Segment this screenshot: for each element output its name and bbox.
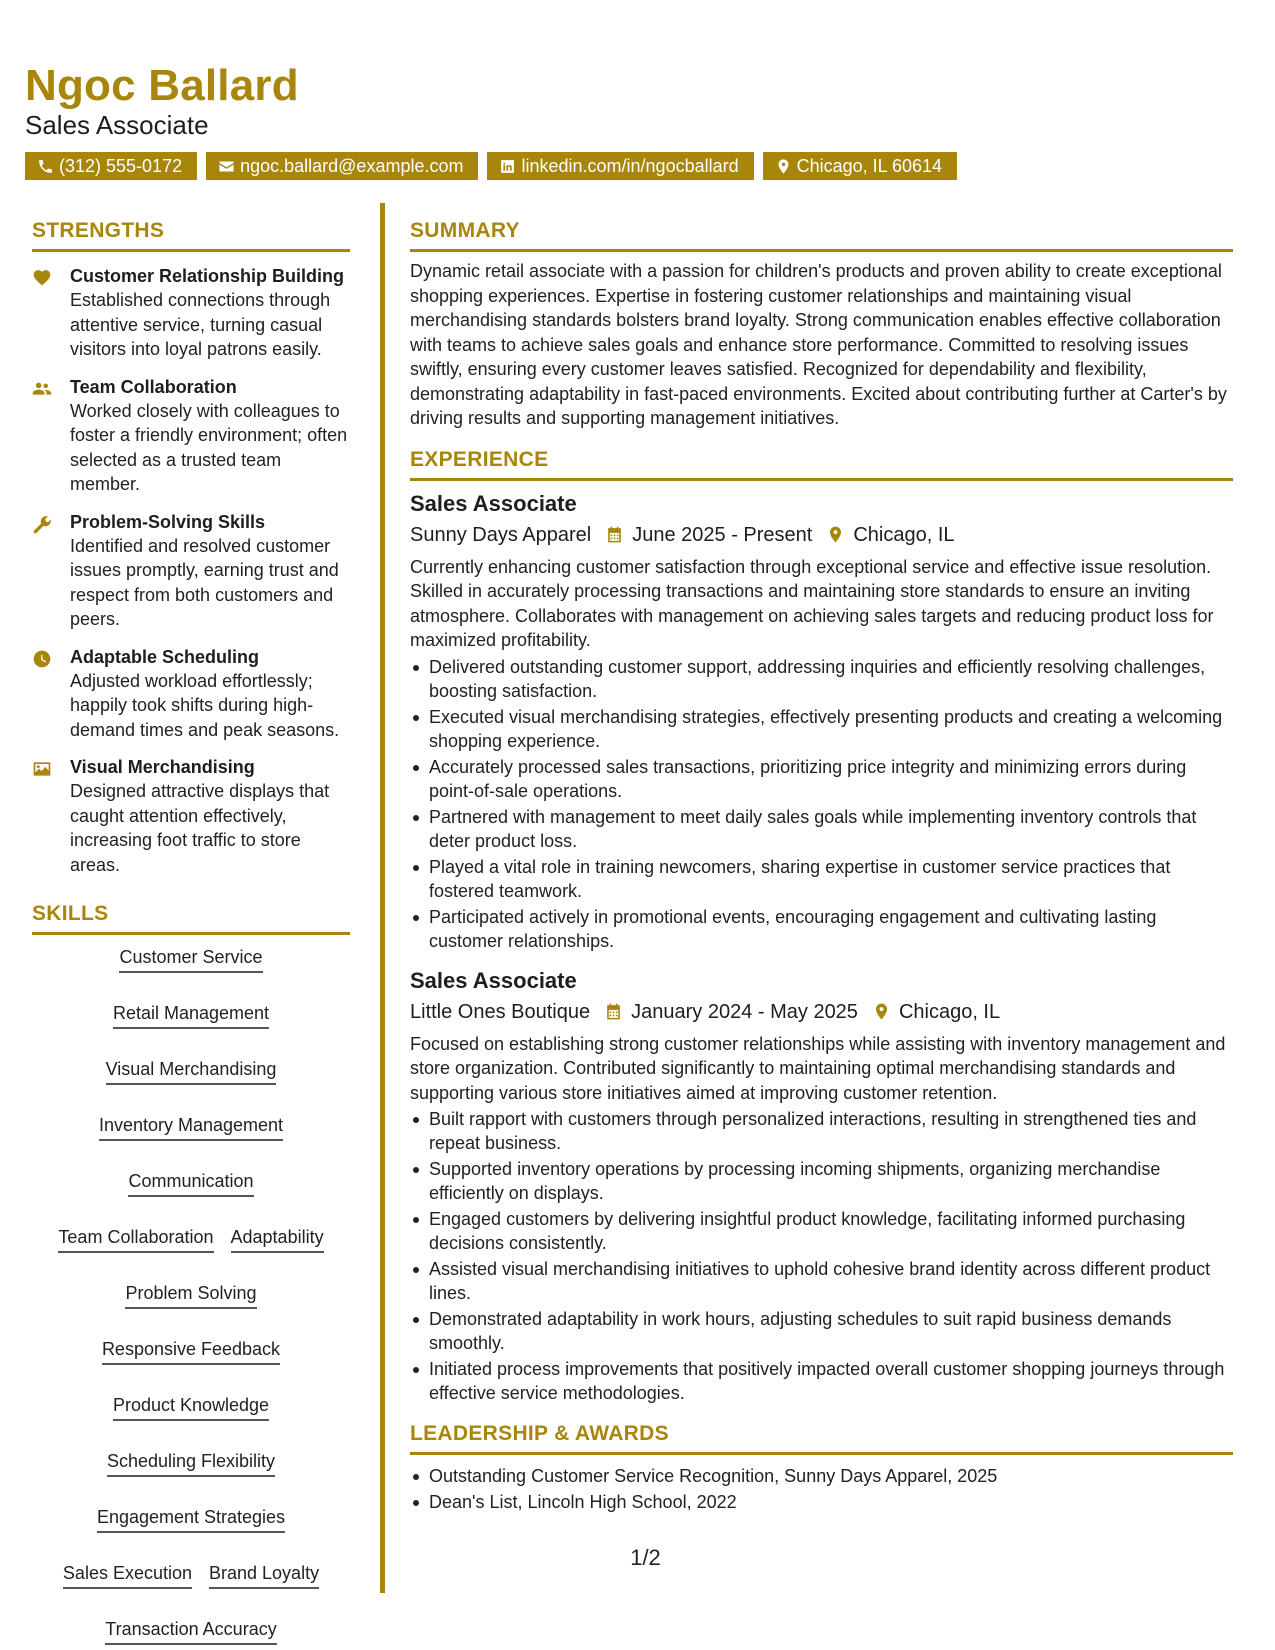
skill-tag: Responsive Feedback bbox=[102, 1337, 280, 1365]
job-dates: January 2024 - May 2025 bbox=[631, 1000, 858, 1023]
award-item: Dean's List, Lincoln High School, 2022 bbox=[410, 1490, 1233, 1514]
phone-icon bbox=[37, 158, 54, 175]
strength-item bbox=[32, 510, 350, 632]
job-location: Chicago, IL bbox=[853, 523, 955, 546]
skill-tag: Product Knowledge bbox=[113, 1393, 269, 1421]
clock-icon bbox=[32, 649, 52, 669]
skill-tag: Problem Solving bbox=[125, 1281, 256, 1309]
location-pin-icon bbox=[826, 525, 845, 544]
job-bullets bbox=[410, 655, 1233, 953]
strength-item bbox=[32, 645, 350, 743]
job-location: Chicago, IL bbox=[898, 1000, 1001, 1023]
job-title: Sales Associate bbox=[410, 490, 577, 516]
skill-tag: Engagement Strategies bbox=[97, 1505, 285, 1533]
skill-tag: Communication bbox=[128, 1169, 253, 1197]
strength-desc: Established connections through attentive service, turning casual visitors into loyal patrons easily. bbox=[70, 290, 331, 359]
job-bullet: Partnered with management to meet daily sales goals while implementing inventory controls that deter product loss. bbox=[410, 805, 1233, 853]
contact-email-text: ngoc.ballard@example.com bbox=[240, 155, 464, 176]
job-meta bbox=[410, 520, 1233, 550]
strength-item bbox=[32, 755, 350, 877]
contact-linkedin-text: linkedin.com/in/ngocballard bbox=[521, 155, 739, 176]
strength-desc: Identified and resolved customer issues promptly, earning trust and respect from both customers and peers. bbox=[70, 535, 339, 629]
job-bullet: Initiated process improvements that positively impacted overall customer shopping journeys through effective service methodologies. bbox=[410, 1357, 1233, 1405]
strength-title: Team Collaboration bbox=[70, 376, 237, 397]
job-entry bbox=[410, 967, 1233, 1406]
skill-tag: Retail Management bbox=[113, 1001, 269, 1029]
contact-bar bbox=[25, 152, 957, 180]
strength-desc: Designed attractive displays that caught attention effectively, increasing foot traffic to store areas. bbox=[70, 781, 330, 875]
skill-tag: Scheduling Flexibility bbox=[107, 1449, 275, 1477]
job-bullet: Executed visual merchandising strategies, effectively presenting products and creating a welcoming shopping experience. bbox=[410, 705, 1233, 753]
skills-heading: SKILLS bbox=[32, 901, 350, 935]
job-bullet: Demonstrated adaptability in work hours, adjusting schedules to suit rapid business demands smoothly. bbox=[410, 1307, 1233, 1355]
contact-linkedin[interactable] bbox=[487, 152, 753, 180]
job-bullet: Engaged customers by delivering insightful product knowledge, facilitating informed purchasing decisions consistently. bbox=[410, 1207, 1233, 1255]
strength-item bbox=[32, 375, 350, 497]
page-number: 1/2 bbox=[630, 1545, 661, 1570]
location-pin-icon bbox=[872, 1002, 891, 1021]
job-bullet: Built rapport with customers through personalized interactions, resulting in strengthened ties and repeat business. bbox=[410, 1107, 1233, 1155]
job-description: Currently enhancing customer satisfaction through exceptional service and effective issue resolution. Skilled in accurately processing transactions and maintaining store standards to ensure an inviting atmosphere. Collaborates with management on achieving sales targets and reducing product loss for maximized profitability. bbox=[410, 556, 1214, 650]
job-entry bbox=[410, 490, 1233, 953]
summary-heading: SUMMARY bbox=[410, 218, 1233, 252]
award-item: Outstanding Customer Service Recognition, Sunny Days Apparel, 2025 bbox=[410, 1464, 1233, 1488]
job-bullets bbox=[410, 1107, 1233, 1405]
job-title: Sales Associate bbox=[410, 967, 577, 993]
heart-icon bbox=[32, 268, 52, 288]
strength-title: Problem-Solving Skills bbox=[70, 511, 266, 532]
strength-title: Adaptable Scheduling bbox=[70, 646, 260, 667]
contact-email[interactable] bbox=[206, 152, 478, 180]
contact-phone-text: (312) 555-0172 bbox=[59, 155, 183, 176]
strength-title: Visual Merchandising bbox=[70, 757, 255, 777]
contact-location bbox=[763, 152, 957, 180]
skill-tag: Sales Execution bbox=[63, 1561, 192, 1589]
skill-tag: Customer Service bbox=[119, 945, 262, 973]
job-meta bbox=[410, 997, 1233, 1027]
skill-tag: Adaptability bbox=[231, 1225, 324, 1253]
strength-desc: Adjusted workload effortlessly; happily took shifts during high-demand times and peak seasons. bbox=[70, 670, 340, 740]
contact-phone[interactable] bbox=[25, 152, 197, 180]
skill-tag: Visual Merchandising bbox=[106, 1057, 277, 1085]
job-bullet: Accurately processed sales transactions, prioritizing price integrity and minimizing errors during point-of-sale operations. bbox=[410, 755, 1233, 803]
wrench-icon bbox=[32, 514, 52, 534]
calendar-icon bbox=[604, 1002, 623, 1021]
job-bullet: Assisted visual merchandising initiatives to uphold cohesive brand identity across different product lines. bbox=[410, 1257, 1233, 1305]
skill-tag: Inventory Management bbox=[99, 1113, 283, 1141]
candidate-name: Ngoc Ballard bbox=[25, 61, 299, 110]
strengths-heading: STRENGTHS bbox=[32, 218, 350, 252]
summary-text: Dynamic retail associate with a passion for children's products and proven ability to create exceptional shopping experiences. Expertise in fostering customer relationships and maintaining visual merchandising standards bolsters brand loyalty. Strong communication enables effective collaboration with teams to achieve sales goals and enhance store performance. Committed to resolving issues swiftly, ensuring every customer leaves satisfied. Recognized for dependability and flexibility, demonstrating adaptability in fast-paced environments. Excited about contributing further at Carter's by driving results and supporting management initiatives. bbox=[410, 261, 1227, 428]
envelope-icon bbox=[218, 158, 235, 175]
job-company: Sunny Days Apparel bbox=[410, 523, 592, 546]
calendar-icon bbox=[605, 525, 624, 544]
location-pin-icon bbox=[775, 158, 792, 175]
job-bullet: Participated actively in promotional events, encouraging engagement and cultivating lasting customer relationships. bbox=[410, 905, 1233, 953]
job-bullet: Delivered outstanding customer support, addressing inquiries and efficiently resolving challenges, boosting satisfaction. bbox=[410, 655, 1233, 703]
left-column bbox=[32, 218, 350, 1645]
skill-tag: Team Collaboration bbox=[58, 1225, 213, 1253]
job-bullet: Supported inventory operations by processing incoming shipments, organizing merchandise efficiently on displays. bbox=[410, 1157, 1233, 1205]
strength-title: Customer Relationship Building bbox=[70, 266, 345, 286]
strength-desc: Worked closely with colleagues to foster a friendly environment; often selected as a trusted team member. bbox=[70, 400, 348, 494]
image-icon bbox=[32, 759, 52, 779]
contact-location-text: Chicago, IL 60614 bbox=[796, 155, 943, 176]
skill-tag: Brand Loyalty bbox=[209, 1561, 319, 1589]
job-company: Little Ones Boutique bbox=[410, 1000, 591, 1023]
skills-list bbox=[32, 945, 350, 1645]
users-icon bbox=[32, 379, 52, 399]
job-dates: June 2025 - Present bbox=[632, 523, 813, 546]
experience-heading: EXPERIENCE bbox=[410, 447, 1233, 481]
candidate-title: Sales Associate bbox=[25, 110, 209, 140]
leadership-heading: LEADERSHIP & AWARDS bbox=[410, 1421, 1233, 1455]
skill-tag: Transaction Accuracy bbox=[105, 1617, 276, 1645]
strength-item bbox=[32, 264, 350, 362]
column-divider bbox=[380, 203, 385, 1593]
job-description: Focused on establishing strong customer relationships while assisting with inventory management and store organization. Contributed significantly to maintaining optimal merchandising standards and supporting various store initiatives aimed at improving customer retention. bbox=[410, 1033, 1226, 1103]
leadership-list bbox=[410, 1464, 1233, 1514]
strengths-list bbox=[32, 264, 350, 877]
job-bullet: Played a vital role in training newcomers, sharing expertise in customer service practices that fostered teamwork. bbox=[410, 855, 1233, 903]
linkedin-icon bbox=[499, 158, 516, 175]
right-column bbox=[410, 218, 1233, 1516]
